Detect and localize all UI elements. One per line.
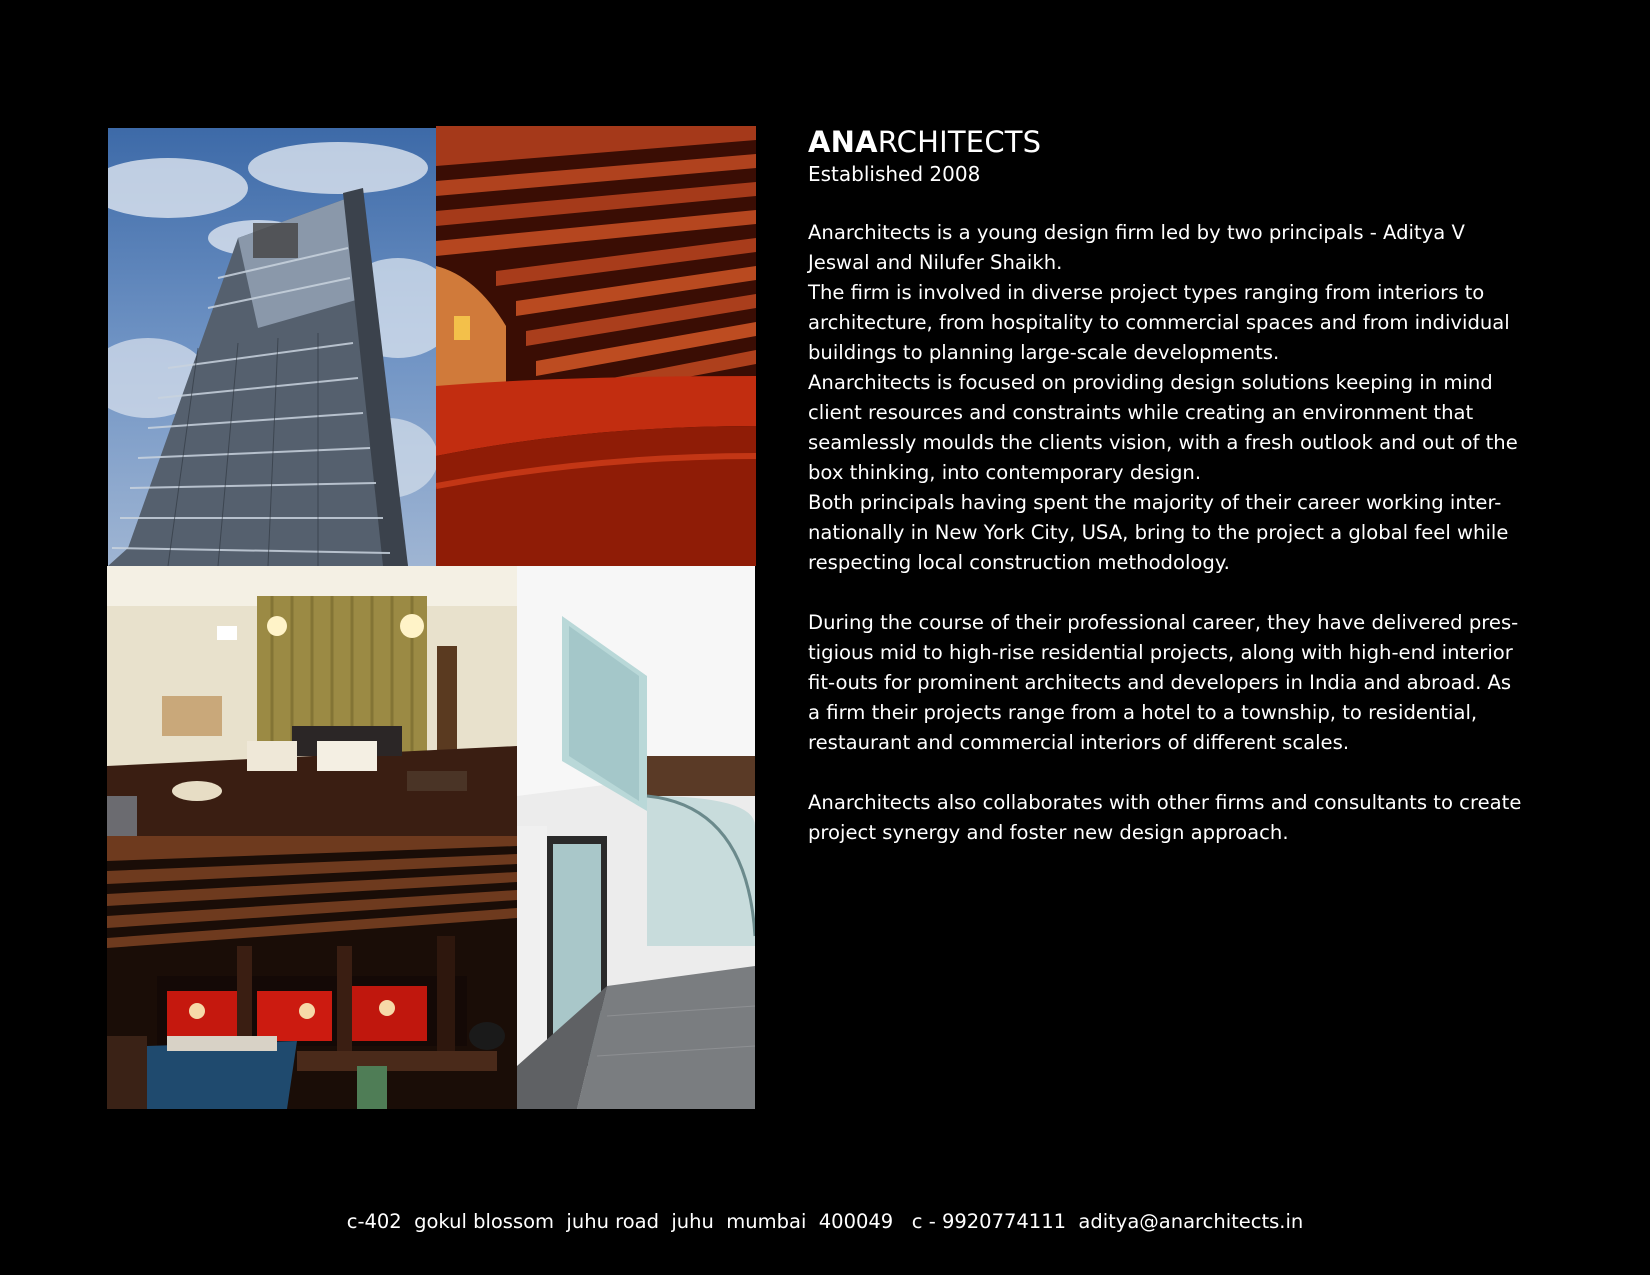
photo-restaurant-interior [107, 836, 517, 1109]
firm-name-bold: ANA [808, 125, 878, 159]
paragraph-collaboration: Anarchitects also collaborates with other firms and consultants to create project synergy and foster new design approach. [808, 791, 1522, 844]
photo-wooden-slat-interior [436, 126, 756, 566]
photo-glass-tower [108, 128, 436, 566]
photo-living-room [107, 566, 517, 836]
spacer [808, 188, 1568, 218]
firm-profile [808, 124, 1568, 848]
established-line: Established 2008 [808, 162, 981, 186]
spacer [808, 758, 1568, 788]
firm-name [808, 124, 1568, 160]
photo-office-corridor [517, 566, 755, 1109]
spacer [808, 578, 1568, 608]
firm-name-rest: RCHITECTS [877, 125, 1042, 159]
contact-footer: c-402 gokul blossom juhu road juhu mumbai 400049 c - 9920774111 aditya@anarchitects.in [346, 1210, 1304, 1233]
paragraph-intro: Anarchitects is a young design firm led by two principals - Aditya V Jeswal and Nilufer Shaikh. The firm is involved in diverse project types ranging from interiors to architecture, from hospitality to commercial spaces and from individual buildings to planning large-scale developments. Anarchitects is focused on providing design solutions keeping in mind client resources and constraints while creating an environment that seamlessly moulds the clients vision, with a fresh outlook and out of the box thinking, into contemporary design. Both principals having spent the majority of their career working inter- nationally in New York City, USA, bring to the project a global feel while respecting local construction methodology. [808, 221, 1518, 574]
paragraph-experience: During the course of their professional career, they have delivered pres- tigious mid to high-rise residential projects, along with high-end interior fit-outs for prominent architects and developers in India and abroad. As a firm their projects range from a hotel to a township, to residential, restaurant and commercial interiors of different scales. [808, 611, 1519, 754]
